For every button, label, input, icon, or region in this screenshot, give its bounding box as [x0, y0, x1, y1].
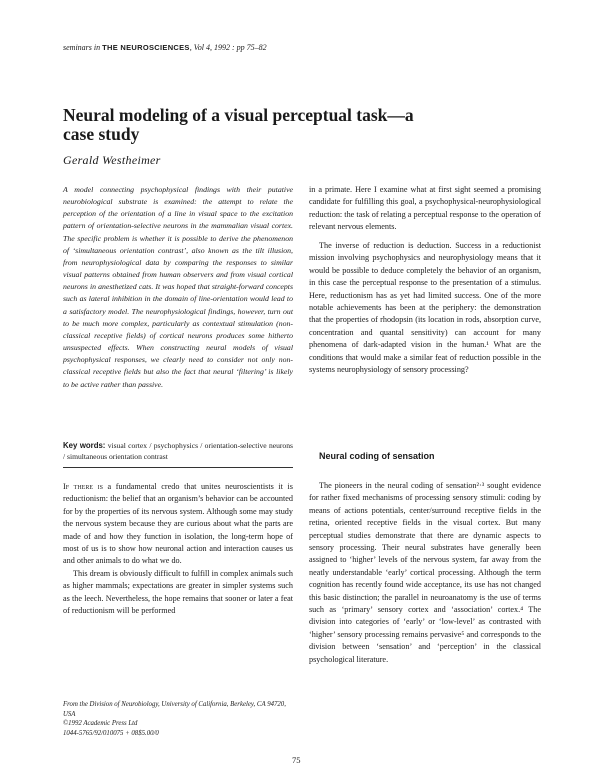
- abstract-text: A model connecting psychophysical findings with their putative neurobiological substrate is examined: the attempt to relate the perception of the orientation of a line in visual space to the excitation pattern of orientation-selective neurons in the mammalian visual cortex. The specific problem is whether it is possible to derive the phenomenon of ‘simultaneous orientation contrast’, also known as the tilt illusion, from neurophysiological data by comparing the responses to similar visual patterns obtained from human observers and from visual cortical neurons in anesthetized cats. It was hoped that straight-forward concepts such as lateral inhibition in the domain of line-orientation would lead to a satisfactory model. The neurophysiological findings, however, turn out to be much more complex, particularly as contextual stimulation (non-classical receptive fields) of cortical neurons produces some hitherto unsuspected effects. When constructing neural models of visual psychophysical responses, we clearly need to consider not only non-classical receptive fields but also the fact that neural ‘filtering’ is likely to be active rather than passive.: [63, 185, 293, 389]
- right-paragraph-1-text: in a primate. Here I examine what at first sight seemed a promising candidate for fulfilling this goal, a psychophysical-neurophysiological reduction: the task of relating a perceptual response to the operation of relevant nervous elements.: [309, 185, 541, 232]
- section-heading: Neural coding of sensation: [319, 451, 435, 461]
- intro-paragraph-2: This dream is obviously difficult to fulfill in complex animals such as higher mammals; expectations are greater in simpler systems such as the leech. Nevertheless, the hope remains that sooner or later a feat of reductionism will be performed: [63, 568, 293, 616]
- keywords: [63, 440, 293, 462]
- right-paragraph-3-text: The pioneers in the neural coding of sensation²·³ sought evidence for rather fixed mechanisms of processing sensory stimuli: coding by means of actions potentials, center/surround receptive fields in the retina, oriented receptive fields in the visual cortex. But many perceptual studies demonstrate that there are dynamic aspects to sensory processing. Their neural substrates have generally been assigned to ‘higher’ levels of the nervous system, far away from the neatly understandable ‘early’ cortical processing. Although the term cognition has recently found wide acceptance, its use has not changed this basic distinction; the parallel in neuroanatomy is the use of terms such as ‘primary’ sensory cortex and ‘association’ cortex.⁴ The division into categories of ‘early’ or ‘low-level’ as contrasted with ‘higher’ sensory processing remains pervasive⁵ and corresponds to the division between ‘sensation’ and ‘perception’ in the classical psychological literature.: [309, 481, 541, 664]
- right-paragraph-3: [309, 480, 541, 666]
- journal-prefix: seminars in: [63, 43, 101, 52]
- keywords-text: visual cortex / psychophysics / orientation-selective neurons / simultaneous orientation contrast: [63, 441, 293, 461]
- right-paragraph-2: [309, 240, 541, 376]
- right-paragraph-2-text: The inverse of reduction is deduction. Success in a reductionist mission involving psychophysics and neurophysiology means that it would be possible to deduce completely the behavior of an organism, in this case the perceptual response to the presentation of a stimulus. Here, reductionism has as yet had limited success. One of the more notable achievements has been at the periphery: the demonstration that the properties of rhodopsin (its location in rods, absorption curve, concentration and quantal sensitivity) can account for many phenomena of dark-adapted vision in the human.¹ What are the conditions that would make a similar feat of reduction possible in the systems neurophysiology of sensory processing?: [309, 241, 541, 375]
- intro-column: [63, 481, 293, 617]
- footnote-copyright: ©1992 Academic Press Ltd: [63, 720, 138, 728]
- footnote-code: 1044-5765/92/010075 + 08$5.00/0: [63, 729, 159, 737]
- journal-volume-pages: , Vol 4, 1992 : pp 75–82: [189, 43, 267, 52]
- abstract: [63, 184, 293, 391]
- intro-paragraph-1-text: a fundamental credo that unites neuroscientists it is reductionism: the belief that an organism’s behavior can be accounted for by the properties of its nervous system. Although some may study the nervous system because they are curious about what the parts are made of and how they function in isolation, the long-term hope of most of us is to show how neuronal action and interaction causes us and other animals to do what we do.: [63, 482, 293, 566]
- divider-line: [63, 467, 293, 468]
- keywords-label: Key words:: [63, 441, 106, 450]
- article-title: Neural modeling of a visual perceptual task—a case study: [63, 105, 414, 144]
- right-paragraph-1: [309, 184, 541, 234]
- journal-name: THE NEUROSCIENCES: [102, 43, 190, 52]
- footnote: [63, 700, 293, 738]
- intro-paragraph-1: [63, 481, 293, 568]
- footnote-affiliation: From the Division of Neurobiology, University of California, Berkeley, CA 94720, USA: [63, 701, 286, 718]
- page-number: 75: [292, 755, 301, 765]
- author-name: Gerald Westheimer: [63, 153, 161, 167]
- intro-lead-in: If there is: [63, 482, 103, 491]
- journal-citation: [63, 43, 267, 52]
